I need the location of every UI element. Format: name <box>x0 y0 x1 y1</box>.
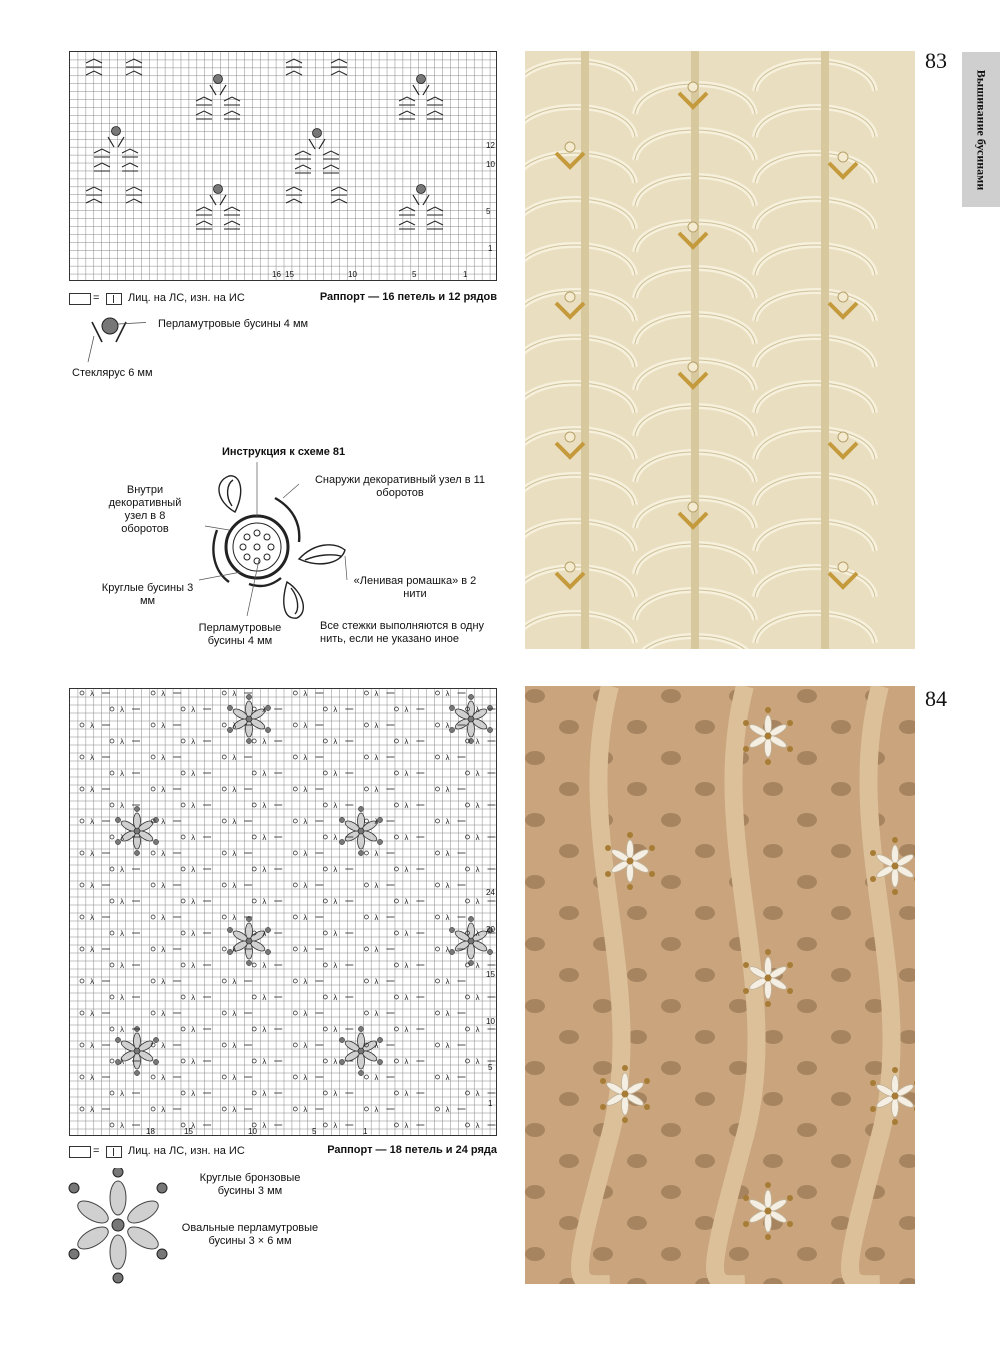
svg-text:λ: λ <box>404 994 409 1002</box>
svg-text:λ: λ <box>232 850 237 858</box>
lazy-daisy-label: «Ленивая ромашка» в 2 нити <box>353 575 477 600</box>
svg-text:λ: λ <box>333 1090 338 1098</box>
svg-text:λ: λ <box>90 754 95 762</box>
svg-text:λ: λ <box>90 978 95 986</box>
svg-text:λ: λ <box>262 1090 267 1098</box>
svg-text:λ: λ <box>191 802 196 810</box>
svg-text:λ: λ <box>232 1074 237 1082</box>
bottom-col-number: 10 <box>248 1127 257 1136</box>
svg-text:λ: λ <box>404 802 409 810</box>
svg-text:λ: λ <box>303 722 308 730</box>
svg-text:λ: λ <box>333 706 338 714</box>
svg-text:λ: λ <box>374 946 379 954</box>
svg-text:λ: λ <box>191 1090 196 1098</box>
bottom-col-number: 15 <box>184 1127 193 1136</box>
top-row-number: 5 <box>486 207 491 216</box>
svg-text:λ: λ <box>475 1058 480 1066</box>
svg-text:λ: λ <box>232 786 237 794</box>
svg-text:λ: λ <box>262 1058 267 1066</box>
svg-text:λ: λ <box>475 706 480 714</box>
svg-text:λ: λ <box>232 882 237 890</box>
svg-text:λ: λ <box>232 1042 237 1050</box>
svg-text:λ: λ <box>445 1042 450 1050</box>
svg-text:λ: λ <box>404 1058 409 1066</box>
bottom-col-number: 5 <box>312 1127 317 1136</box>
bottom-row-number: 15 <box>486 970 495 979</box>
legend-blank-cell <box>69 1146 91 1158</box>
cream-knit-texture <box>525 51 915 649</box>
top-knitting-chart <box>69 51 497 281</box>
top-row-number: 10 <box>486 160 495 169</box>
top-chart-grid <box>70 52 497 281</box>
svg-text:λ: λ <box>191 898 196 906</box>
svg-text:λ: λ <box>374 850 379 858</box>
legend-blank-cell <box>69 293 91 305</box>
svg-text:λ: λ <box>90 882 95 890</box>
side-tab-label: Вышивание бусинами <box>974 69 989 190</box>
svg-text:λ: λ <box>303 1106 308 1114</box>
top-row-number: 12 <box>486 141 495 150</box>
pearl-beads-label: Перламутровые бусины 4 мм <box>198 622 282 647</box>
bottom-row-number: 20 <box>486 925 495 934</box>
svg-text:λ: λ <box>333 834 338 842</box>
bottom-col-number: 1 <box>363 1127 368 1136</box>
svg-text:λ: λ <box>333 770 338 778</box>
svg-text:λ: λ <box>303 946 308 954</box>
bead-bugle-symbol <box>86 312 146 366</box>
bottom-col-number: 18 <box>146 1127 155 1136</box>
legend-knit-cell <box>106 1146 122 1158</box>
top-col-number: 1 <box>463 270 468 279</box>
svg-text:λ: λ <box>191 706 196 714</box>
outside-knot-label: Снаружи декоративный узел в 11 оборотов <box>314 474 486 499</box>
svg-text:λ: λ <box>374 882 379 890</box>
svg-text:λ: λ <box>445 786 450 794</box>
svg-text:λ: λ <box>90 914 95 922</box>
svg-text:λ: λ <box>90 850 95 858</box>
svg-text:λ: λ <box>374 1106 379 1114</box>
svg-text:λ: λ <box>90 818 95 826</box>
svg-text:λ: λ <box>232 754 237 762</box>
svg-text:λ: λ <box>475 802 480 810</box>
svg-text:λ: λ <box>333 738 338 746</box>
svg-text:λ: λ <box>445 818 450 826</box>
svg-text:λ: λ <box>404 898 409 906</box>
svg-text:λ: λ <box>404 1122 409 1130</box>
svg-text:λ: λ <box>120 834 125 842</box>
svg-text:λ: λ <box>303 818 308 826</box>
svg-text:λ: λ <box>262 770 267 778</box>
svg-text:λ: λ <box>374 1010 379 1018</box>
svg-text:λ: λ <box>191 930 196 938</box>
svg-text:λ: λ <box>475 738 480 746</box>
legend-stitch-label: Лиц. на ЛС, изн. на ИС <box>128 292 245 304</box>
svg-text:λ: λ <box>232 914 237 922</box>
svg-text:λ: λ <box>475 898 480 906</box>
svg-text:λ: λ <box>262 706 267 714</box>
svg-text:λ: λ <box>333 962 338 970</box>
svg-text:λ: λ <box>232 690 237 698</box>
svg-text:λ: λ <box>161 914 166 922</box>
svg-text:λ: λ <box>475 834 480 842</box>
svg-text:λ: λ <box>404 834 409 842</box>
svg-text:λ: λ <box>120 930 125 938</box>
cream-knit-photo <box>525 51 915 649</box>
svg-text:λ: λ <box>161 754 166 762</box>
svg-text:λ: λ <box>120 738 125 746</box>
svg-text:λ: λ <box>374 690 379 698</box>
svg-text:λ: λ <box>404 770 409 778</box>
bottom-row-number: 10 <box>486 1017 495 1026</box>
svg-text:λ: λ <box>161 946 166 954</box>
svg-text:λ: λ <box>445 882 450 890</box>
svg-text:λ: λ <box>191 962 196 970</box>
svg-text:λ: λ <box>333 930 338 938</box>
svg-text:λ: λ <box>120 962 125 970</box>
svg-text:λ: λ <box>303 882 308 890</box>
page-number-83: 83 <box>925 48 947 73</box>
page-number-84: 84 <box>925 686 947 711</box>
svg-text:λ: λ <box>445 1074 450 1082</box>
svg-text:λ: λ <box>445 1010 450 1018</box>
legend-equals: = <box>93 292 100 304</box>
svg-text:λ: λ <box>445 850 450 858</box>
svg-text:λ: λ <box>374 722 379 730</box>
bottom-knitting-chart <box>69 688 497 1136</box>
svg-text:λ: λ <box>333 898 338 906</box>
svg-text:λ: λ <box>333 1058 338 1066</box>
svg-text:λ: λ <box>475 994 480 1002</box>
svg-text:λ: λ <box>161 1106 166 1114</box>
svg-text:λ: λ <box>404 866 409 874</box>
svg-text:λ: λ <box>191 866 196 874</box>
svg-text:λ: λ <box>333 866 338 874</box>
tan-knit-photo <box>525 686 915 1284</box>
top-row-number: 1 <box>488 244 493 253</box>
svg-text:λ: λ <box>333 994 338 1002</box>
tan-knit-texture <box>525 686 915 1284</box>
svg-text:λ: λ <box>404 706 409 714</box>
svg-text:λ: λ <box>161 1010 166 1018</box>
bottom-row-number: 1 <box>488 1099 493 1108</box>
bottom-chart-grid <box>70 689 497 1136</box>
legend-knit-cell <box>106 293 122 305</box>
svg-text:λ: λ <box>475 770 480 778</box>
svg-text:λ: λ <box>374 754 379 762</box>
svg-text:λ: λ <box>475 1122 480 1130</box>
svg-text:λ: λ <box>90 722 95 730</box>
bottom-row-number: 24 <box>486 888 495 897</box>
svg-text:λ: λ <box>303 850 308 858</box>
svg-text:λ: λ <box>445 754 450 762</box>
svg-text:λ: λ <box>475 962 480 970</box>
svg-text:λ: λ <box>475 1090 480 1098</box>
svg-text:λ: λ <box>120 994 125 1002</box>
bottom-row-number: 5 <box>488 1063 493 1072</box>
svg-text:λ: λ <box>445 914 450 922</box>
svg-text:λ: λ <box>404 1090 409 1098</box>
svg-text:λ: λ <box>445 722 450 730</box>
svg-text:λ: λ <box>303 690 308 698</box>
legend-equals: = <box>93 1145 100 1157</box>
svg-text:λ: λ <box>303 754 308 762</box>
instruction-title: Инструкция к схеме 81 <box>222 446 346 458</box>
svg-text:λ: λ <box>232 946 237 954</box>
svg-text:λ: λ <box>191 1122 196 1130</box>
svg-text:λ: λ <box>161 722 166 730</box>
svg-text:λ: λ <box>262 994 267 1002</box>
svg-text:λ: λ <box>262 1122 267 1130</box>
svg-text:λ: λ <box>191 994 196 1002</box>
bead-flower-symbol <box>66 1168 171 1288</box>
svg-text:λ: λ <box>374 1074 379 1082</box>
svg-text:λ: λ <box>120 866 125 874</box>
svg-text:λ: λ <box>262 930 267 938</box>
svg-text:λ: λ <box>374 1042 379 1050</box>
svg-text:λ: λ <box>374 818 379 826</box>
svg-text:λ: λ <box>445 690 450 698</box>
svg-text:λ: λ <box>120 898 125 906</box>
svg-text:λ: λ <box>232 1010 237 1018</box>
side-tab <box>962 52 1000 207</box>
svg-text:λ: λ <box>161 818 166 826</box>
svg-text:λ: λ <box>374 978 379 986</box>
svg-text:λ: λ <box>90 1106 95 1114</box>
svg-text:λ: λ <box>191 834 196 842</box>
svg-text:λ: λ <box>232 722 237 730</box>
svg-text:λ: λ <box>161 786 166 794</box>
svg-text:λ: λ <box>333 1026 338 1034</box>
top-col-number: 5 <box>412 270 417 279</box>
top-col-number: 10 <box>348 270 357 279</box>
svg-text:λ: λ <box>303 1042 308 1050</box>
svg-text:λ: λ <box>303 786 308 794</box>
svg-text:λ: λ <box>475 930 480 938</box>
svg-text:λ: λ <box>404 930 409 938</box>
svg-text:λ: λ <box>303 1010 308 1018</box>
svg-text:λ: λ <box>161 882 166 890</box>
svg-text:λ: λ <box>161 978 166 986</box>
round-beads-label: Круглые бусины 3 мм <box>101 582 194 607</box>
svg-text:λ: λ <box>120 706 125 714</box>
instruction-note: Все стежки выполняются в одну нить, если не указано иное <box>320 620 485 645</box>
legend-stitch-label: Лиц. на ЛС, изн. на ИС <box>128 1145 245 1157</box>
bugle-label: Стеклярус 6 мм <box>72 367 153 379</box>
svg-text:λ: λ <box>374 914 379 922</box>
svg-text:λ: λ <box>404 1026 409 1034</box>
top-col-number: 16 <box>272 270 281 279</box>
bronze-beads-label: Круглые бронзовые бусины 3 мм <box>199 1172 301 1197</box>
oval-beads-label: Овальные перламутровые бусины 3 × 6 мм <box>181 1222 319 1247</box>
svg-text:λ: λ <box>90 1010 95 1018</box>
svg-text:λ: λ <box>262 802 267 810</box>
svg-text:λ: λ <box>262 738 267 746</box>
svg-text:λ: λ <box>90 786 95 794</box>
svg-text:λ: λ <box>191 1058 196 1066</box>
svg-text:λ: λ <box>90 1074 95 1082</box>
svg-text:λ: λ <box>232 818 237 826</box>
svg-text:λ: λ <box>232 978 237 986</box>
svg-text:λ: λ <box>120 1026 125 1034</box>
svg-text:λ: λ <box>262 898 267 906</box>
svg-text:λ: λ <box>333 802 338 810</box>
svg-text:λ: λ <box>374 786 379 794</box>
svg-text:λ: λ <box>232 1106 237 1114</box>
svg-text:λ: λ <box>303 914 308 922</box>
svg-text:λ: λ <box>161 1042 166 1050</box>
bottom-repeat-label: Раппорт — 18 петель и 24 ряда <box>327 1144 497 1156</box>
svg-text:λ: λ <box>333 1122 338 1130</box>
svg-text:λ: λ <box>404 962 409 970</box>
svg-text:λ: λ <box>475 1026 480 1034</box>
svg-text:λ: λ <box>404 738 409 746</box>
svg-text:λ: λ <box>445 1106 450 1114</box>
svg-text:λ: λ <box>120 1122 125 1130</box>
top-repeat-label: Раппорт — 16 петель и 12 рядов <box>319 291 497 303</box>
svg-text:λ: λ <box>445 946 450 954</box>
svg-text:λ: λ <box>161 1074 166 1082</box>
svg-text:λ: λ <box>475 866 480 874</box>
svg-text:λ: λ <box>262 1026 267 1034</box>
svg-text:λ: λ <box>90 690 95 698</box>
svg-text:λ: λ <box>191 1026 196 1034</box>
svg-text:λ: λ <box>262 866 267 874</box>
svg-text:λ: λ <box>161 850 166 858</box>
svg-text:λ: λ <box>90 946 95 954</box>
svg-text:λ: λ <box>161 690 166 698</box>
svg-text:λ: λ <box>120 1058 125 1066</box>
svg-text:λ: λ <box>120 802 125 810</box>
svg-text:λ: λ <box>303 1074 308 1082</box>
svg-text:λ: λ <box>90 1042 95 1050</box>
svg-text:λ: λ <box>120 1090 125 1098</box>
top-col-number: 15 <box>285 270 294 279</box>
svg-text:λ: λ <box>262 834 267 842</box>
svg-text:λ: λ <box>120 770 125 778</box>
svg-text:λ: λ <box>191 770 196 778</box>
svg-text:λ: λ <box>191 738 196 746</box>
svg-text:λ: λ <box>262 962 267 970</box>
inside-knot-label: Внутри декоративный узел в 8 оборотов <box>108 484 182 535</box>
pearl-bead-label: Перламутровые бусины 4 мм <box>158 318 309 330</box>
svg-text:λ: λ <box>303 978 308 986</box>
svg-text:λ: λ <box>445 978 450 986</box>
